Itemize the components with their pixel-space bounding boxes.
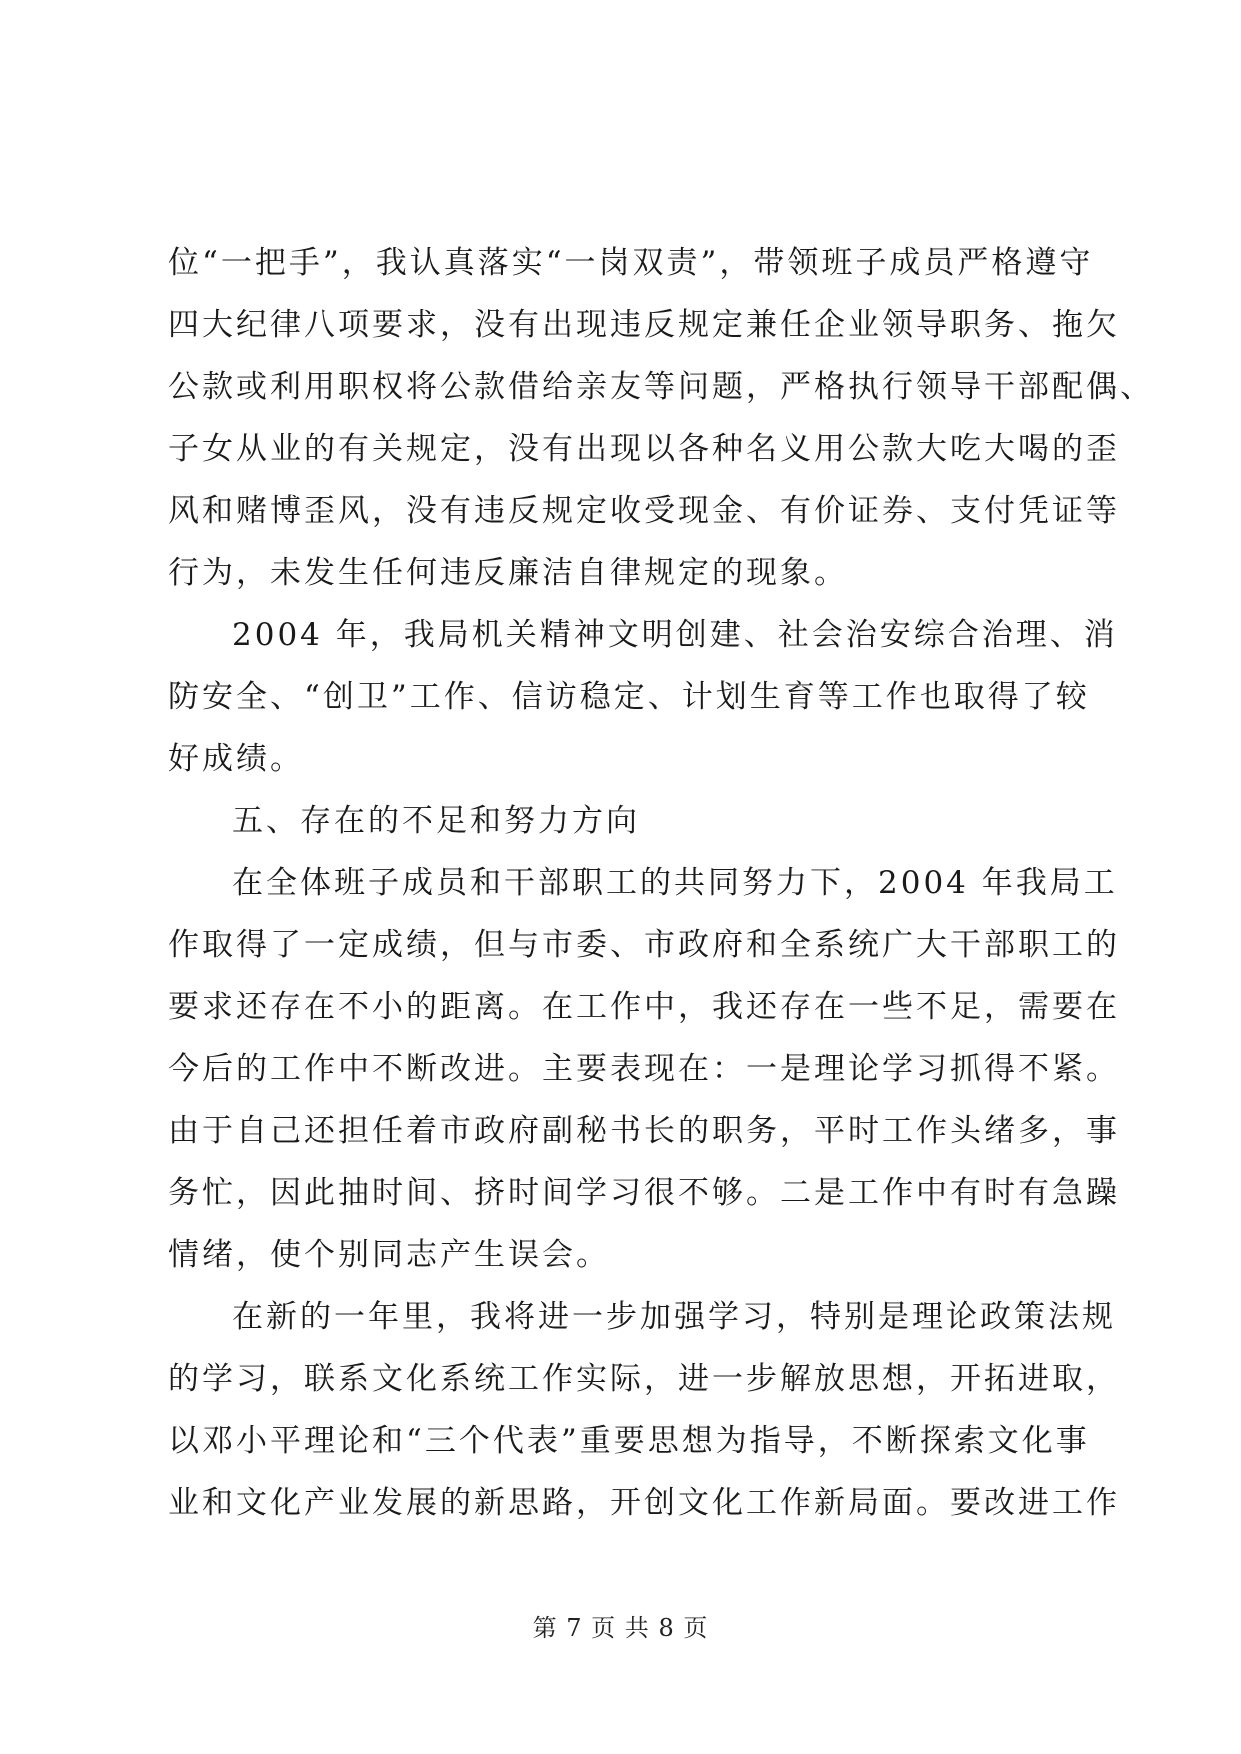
text-line: 行为，未发生任何违反廉洁自律规定的现象。 (168, 555, 848, 591)
text-line: 业和文化产业发展的新思路，开创文化工作新局面。要改进工作 (168, 1485, 1120, 1521)
text-line: 由于自己还担任着市政府副秘书长的职务，平时工作头绪多，事 (168, 1113, 1120, 1149)
body-text (168, 232, 1154, 1534)
text-line: 位“一把手”，我认真落实“一岗双责”，带领班子成员严格遵守 (168, 245, 1094, 281)
paragraph-start-line: 在新的一年里，我将进一步加强学习，特别是理论政策法规 (232, 1299, 1116, 1335)
text-line: 四大纪律八项要求，没有出现违反规定兼任企业领导职务、拖欠 (168, 307, 1120, 343)
text-line: 防安全、“创卫”工作、信访稳定、计划生育等工作也取得了较 (168, 679, 1090, 715)
text-line: 要求还存在不小的距离。在工作中，我还存在一些不足，需要在 (168, 989, 1120, 1025)
text-line: 今后的工作中不断改进。主要表现在：一是理论学习抓得不紧。 (168, 1051, 1120, 1087)
section-heading: 五、存在的不足和努力方向 (232, 803, 640, 839)
text-line: 作取得了一定成绩，但与市委、市政府和全系统广大干部职工的 (168, 927, 1120, 963)
paragraph-start-line: 在全体班子成员和干部职工的共同努力下，2004 年我局工 (232, 865, 1118, 901)
paragraph-start-line: 2004 年，我局机关精神文明创建、社会治安综合治理、消 (232, 617, 1118, 653)
page-number-footer: 第 7 页 共 8 页 (532, 1614, 709, 1642)
text-line: 公款或利用职权将公款借给亲友等问题，严格执行领导干部配偶、 (168, 369, 1154, 405)
text-line: 以邓小平理论和“三个代表”重要思想为指导，不断探索文化事 (168, 1423, 1090, 1459)
text-line: 子女从业的有关规定，没有出现以各种名义用公款大吃大喝的歪 (168, 431, 1120, 467)
text-line: 的学习，联系文化系统工作实际，进一步解放思想，开拓进取， (168, 1361, 1120, 1397)
text-line: 务忙，因此抽时间、挤时间学习很不够。二是工作中有时有急躁 (168, 1175, 1120, 1211)
text-line: 风和赌博歪风，没有违反规定收受现金、有价证券、支付凭证等 (168, 493, 1120, 529)
text-line: 情绪，使个别同志产生误会。 (168, 1237, 610, 1273)
text-line: 好成绩。 (168, 741, 304, 777)
